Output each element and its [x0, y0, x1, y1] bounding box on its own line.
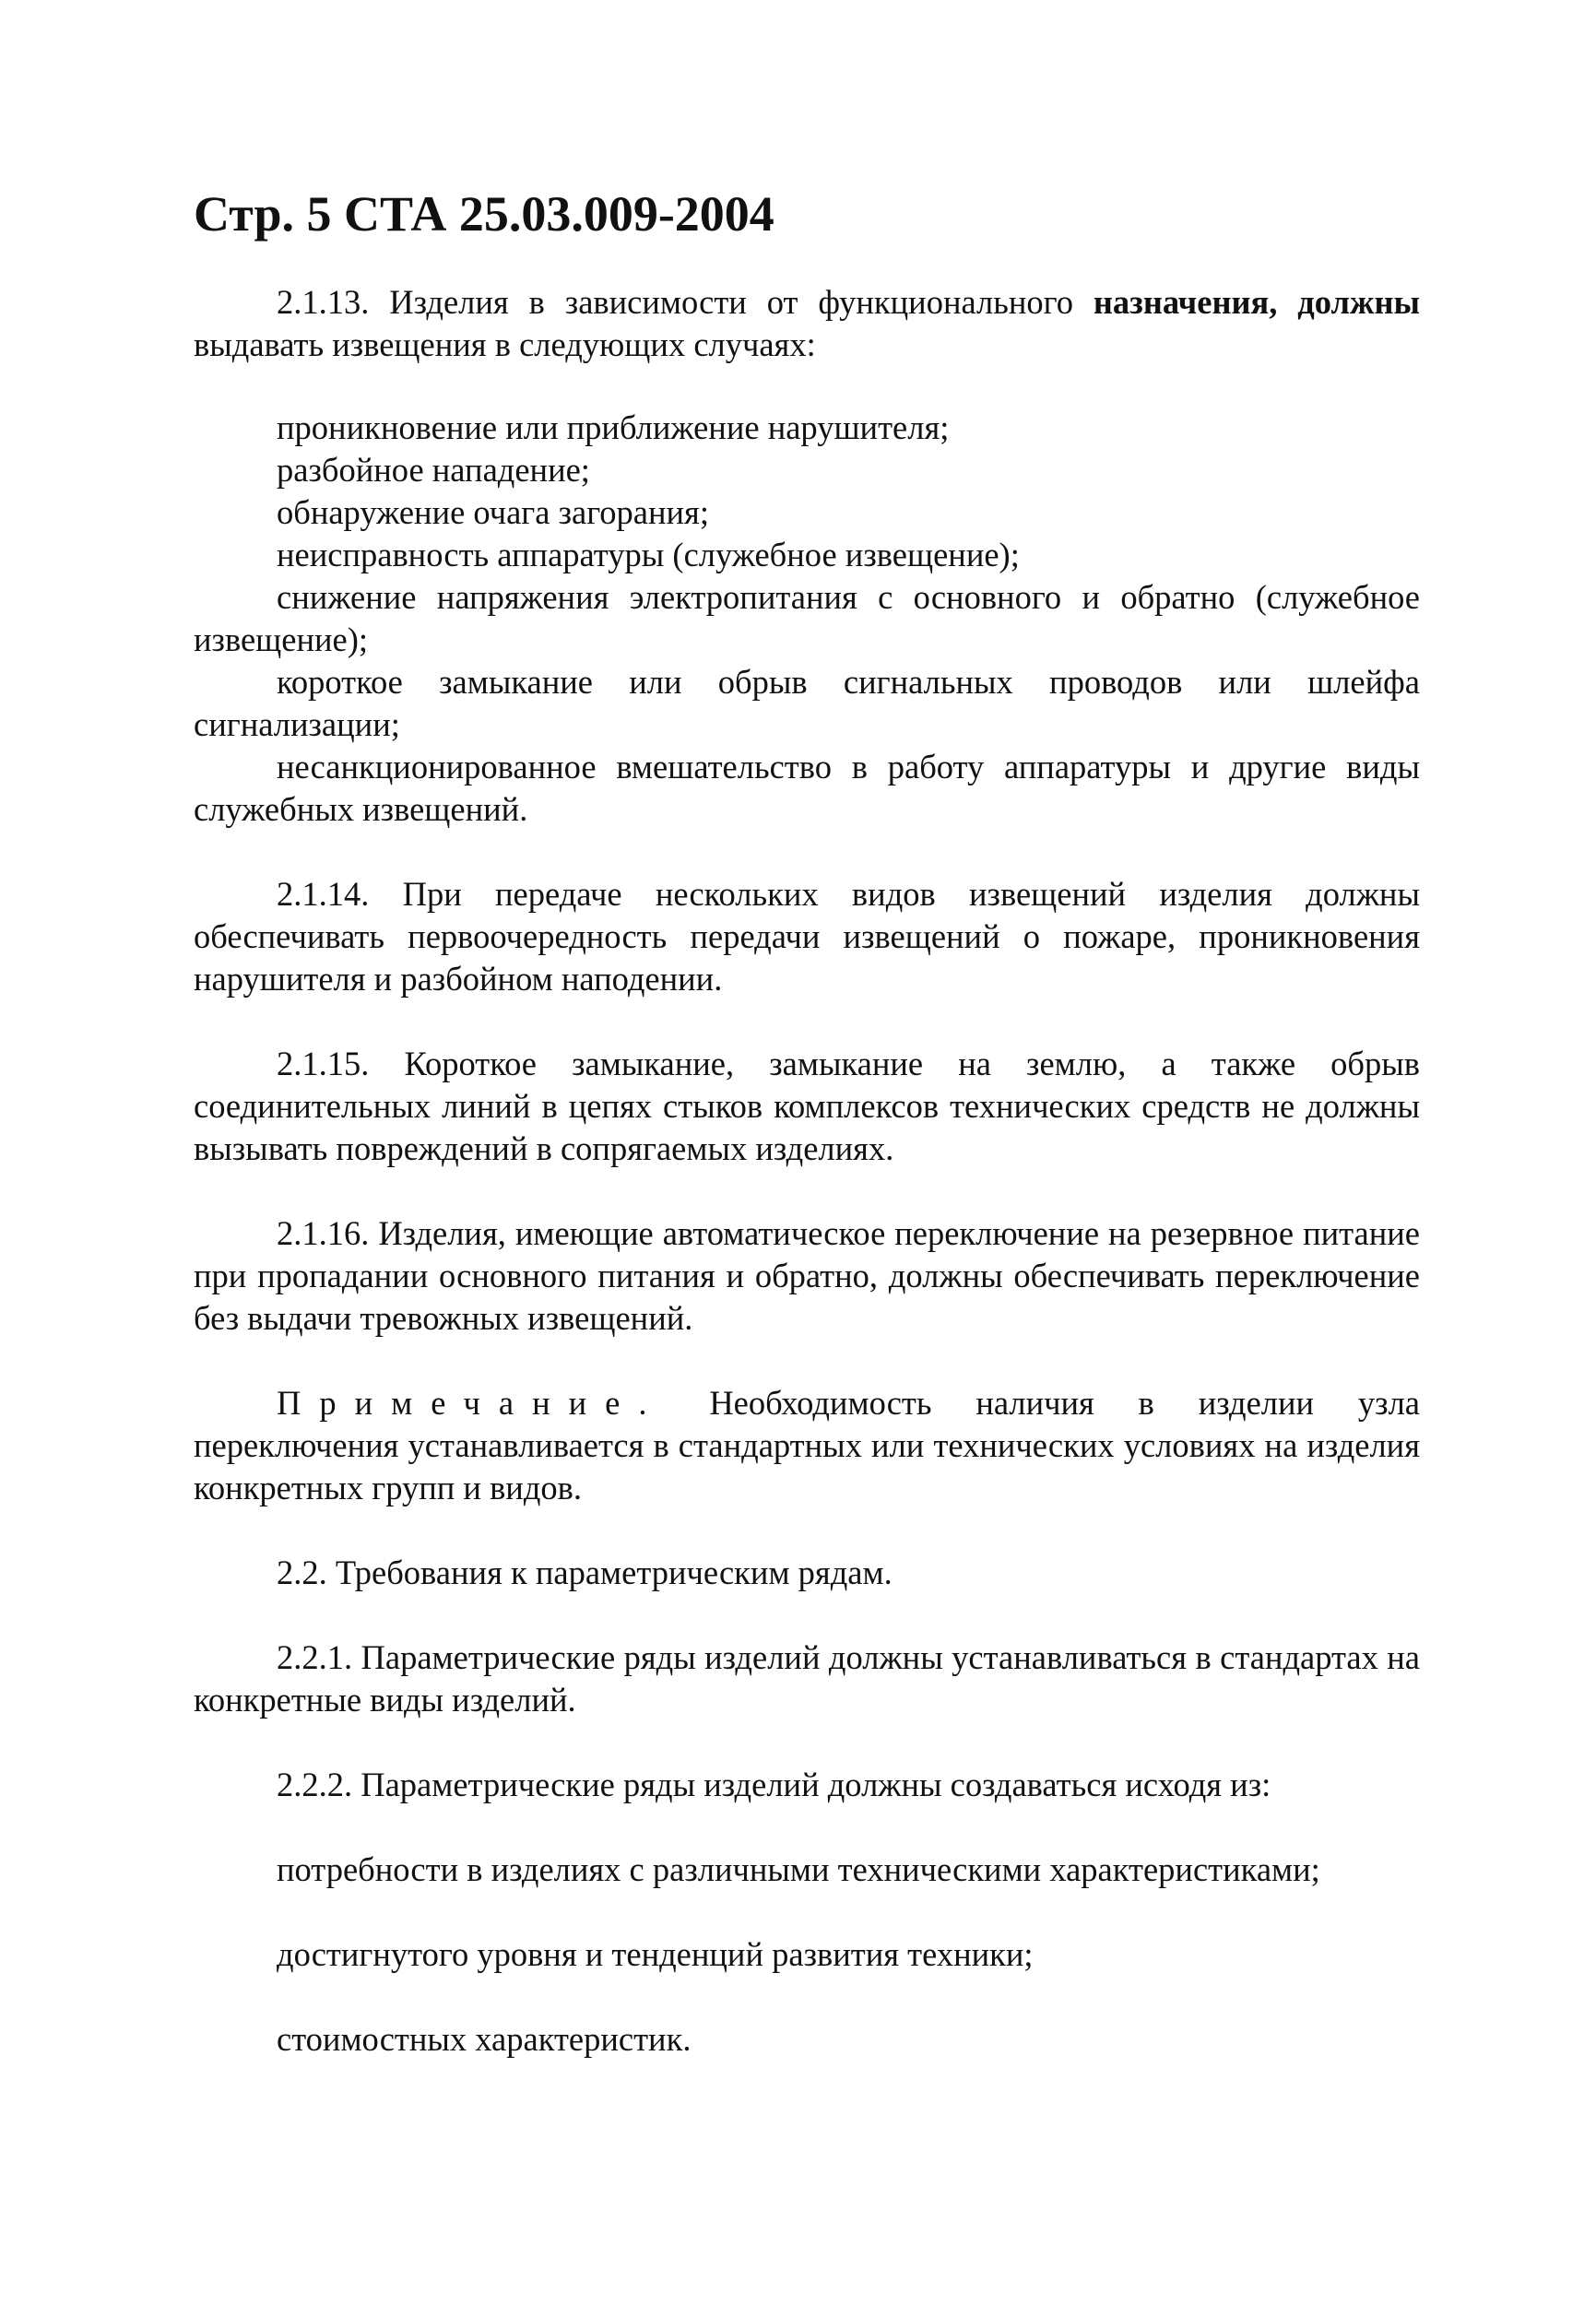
criteria-item: стоимостных характеристик. — [277, 2019, 692, 2058]
criteria-item: достигнутого уровня и тенденций развития техники; — [277, 1934, 1034, 1973]
document-page — [194, 184, 1420, 2061]
note-label: Примечание. — [277, 1383, 666, 1422]
case-item: несанкционированное вмешательство в работу аппаратуры и другие виды служебных извещений. — [194, 747, 1420, 828]
clause-2-2-2: 2.2.2. Параметрические ряды изделий должны создаваться исходя из: — [277, 1765, 1271, 1803]
case-item: обнаружение очага загорания; — [277, 492, 709, 531]
clause-2-1-16: 2.1.16. Изделия, имеющие автоматическое переключение на резервное питание при пропадании основного питания и обратно, должны обеспечивать переключение без выдачи тревожных извещений. — [194, 1213, 1420, 1337]
case-item: проникновение или приближение нарушителя; — [277, 408, 950, 446]
case-item: разбойное нападение; — [277, 450, 590, 489]
clause-2-1-13-bold-text: назначения, должны — [1093, 282, 1420, 321]
case-item: снижение напряжения электропитания с основного и обратно (служебное извещение); — [194, 577, 1420, 658]
case-item: неисправность аппаратуры (служебное извещение); — [277, 535, 1020, 573]
criteria-item: потребности в изделиях с различными техническими характеристиками; — [277, 1849, 1320, 1888]
clause-2-1-14: 2.1.14. При передаче нескольких видов извещений изделия должны обеспечивать первоочередность передачи извещений о пожаре, проникновения нарушителя и разбойном наподении. — [194, 874, 1420, 998]
page-header: Стр. 5 СТА 25.03.009-2004 — [194, 186, 774, 242]
clause-2-1-15: 2.1.15. Короткое замыкание, замыкание на землю, а также обрыв соединительных линий в цепях стыков комплексов технических средств не должны вызывать повреждений в сопрягаемых изделиях. — [194, 1044, 1420, 1167]
clause-2-1-13 — [194, 281, 1420, 366]
note-text: Необходимость наличия в изделии узла переключения устанавливается в стандартных или технических условиях на изделия конкретных групп и видов. — [194, 1383, 1420, 1506]
clause-2-2-1: 2.2.1. Параметрические ряды изделий должны устанавливаться в стандартах на конкретные виды изделий. — [194, 1637, 1420, 1719]
note — [194, 1382, 1420, 1509]
clause-2-1-13-text: 2.1.13. Изделия в зависимости от функционального — [277, 282, 1094, 321]
clause-2-1-13-text-end: выдавать извещения в следующих случаях: — [194, 325, 816, 363]
clause-2-2: 2.2. Требования к параметрическим рядам. — [277, 1553, 893, 1591]
case-item: короткое замыкание или обрыв сигнальных проводов или шлейфа сигнализации; — [194, 662, 1420, 743]
